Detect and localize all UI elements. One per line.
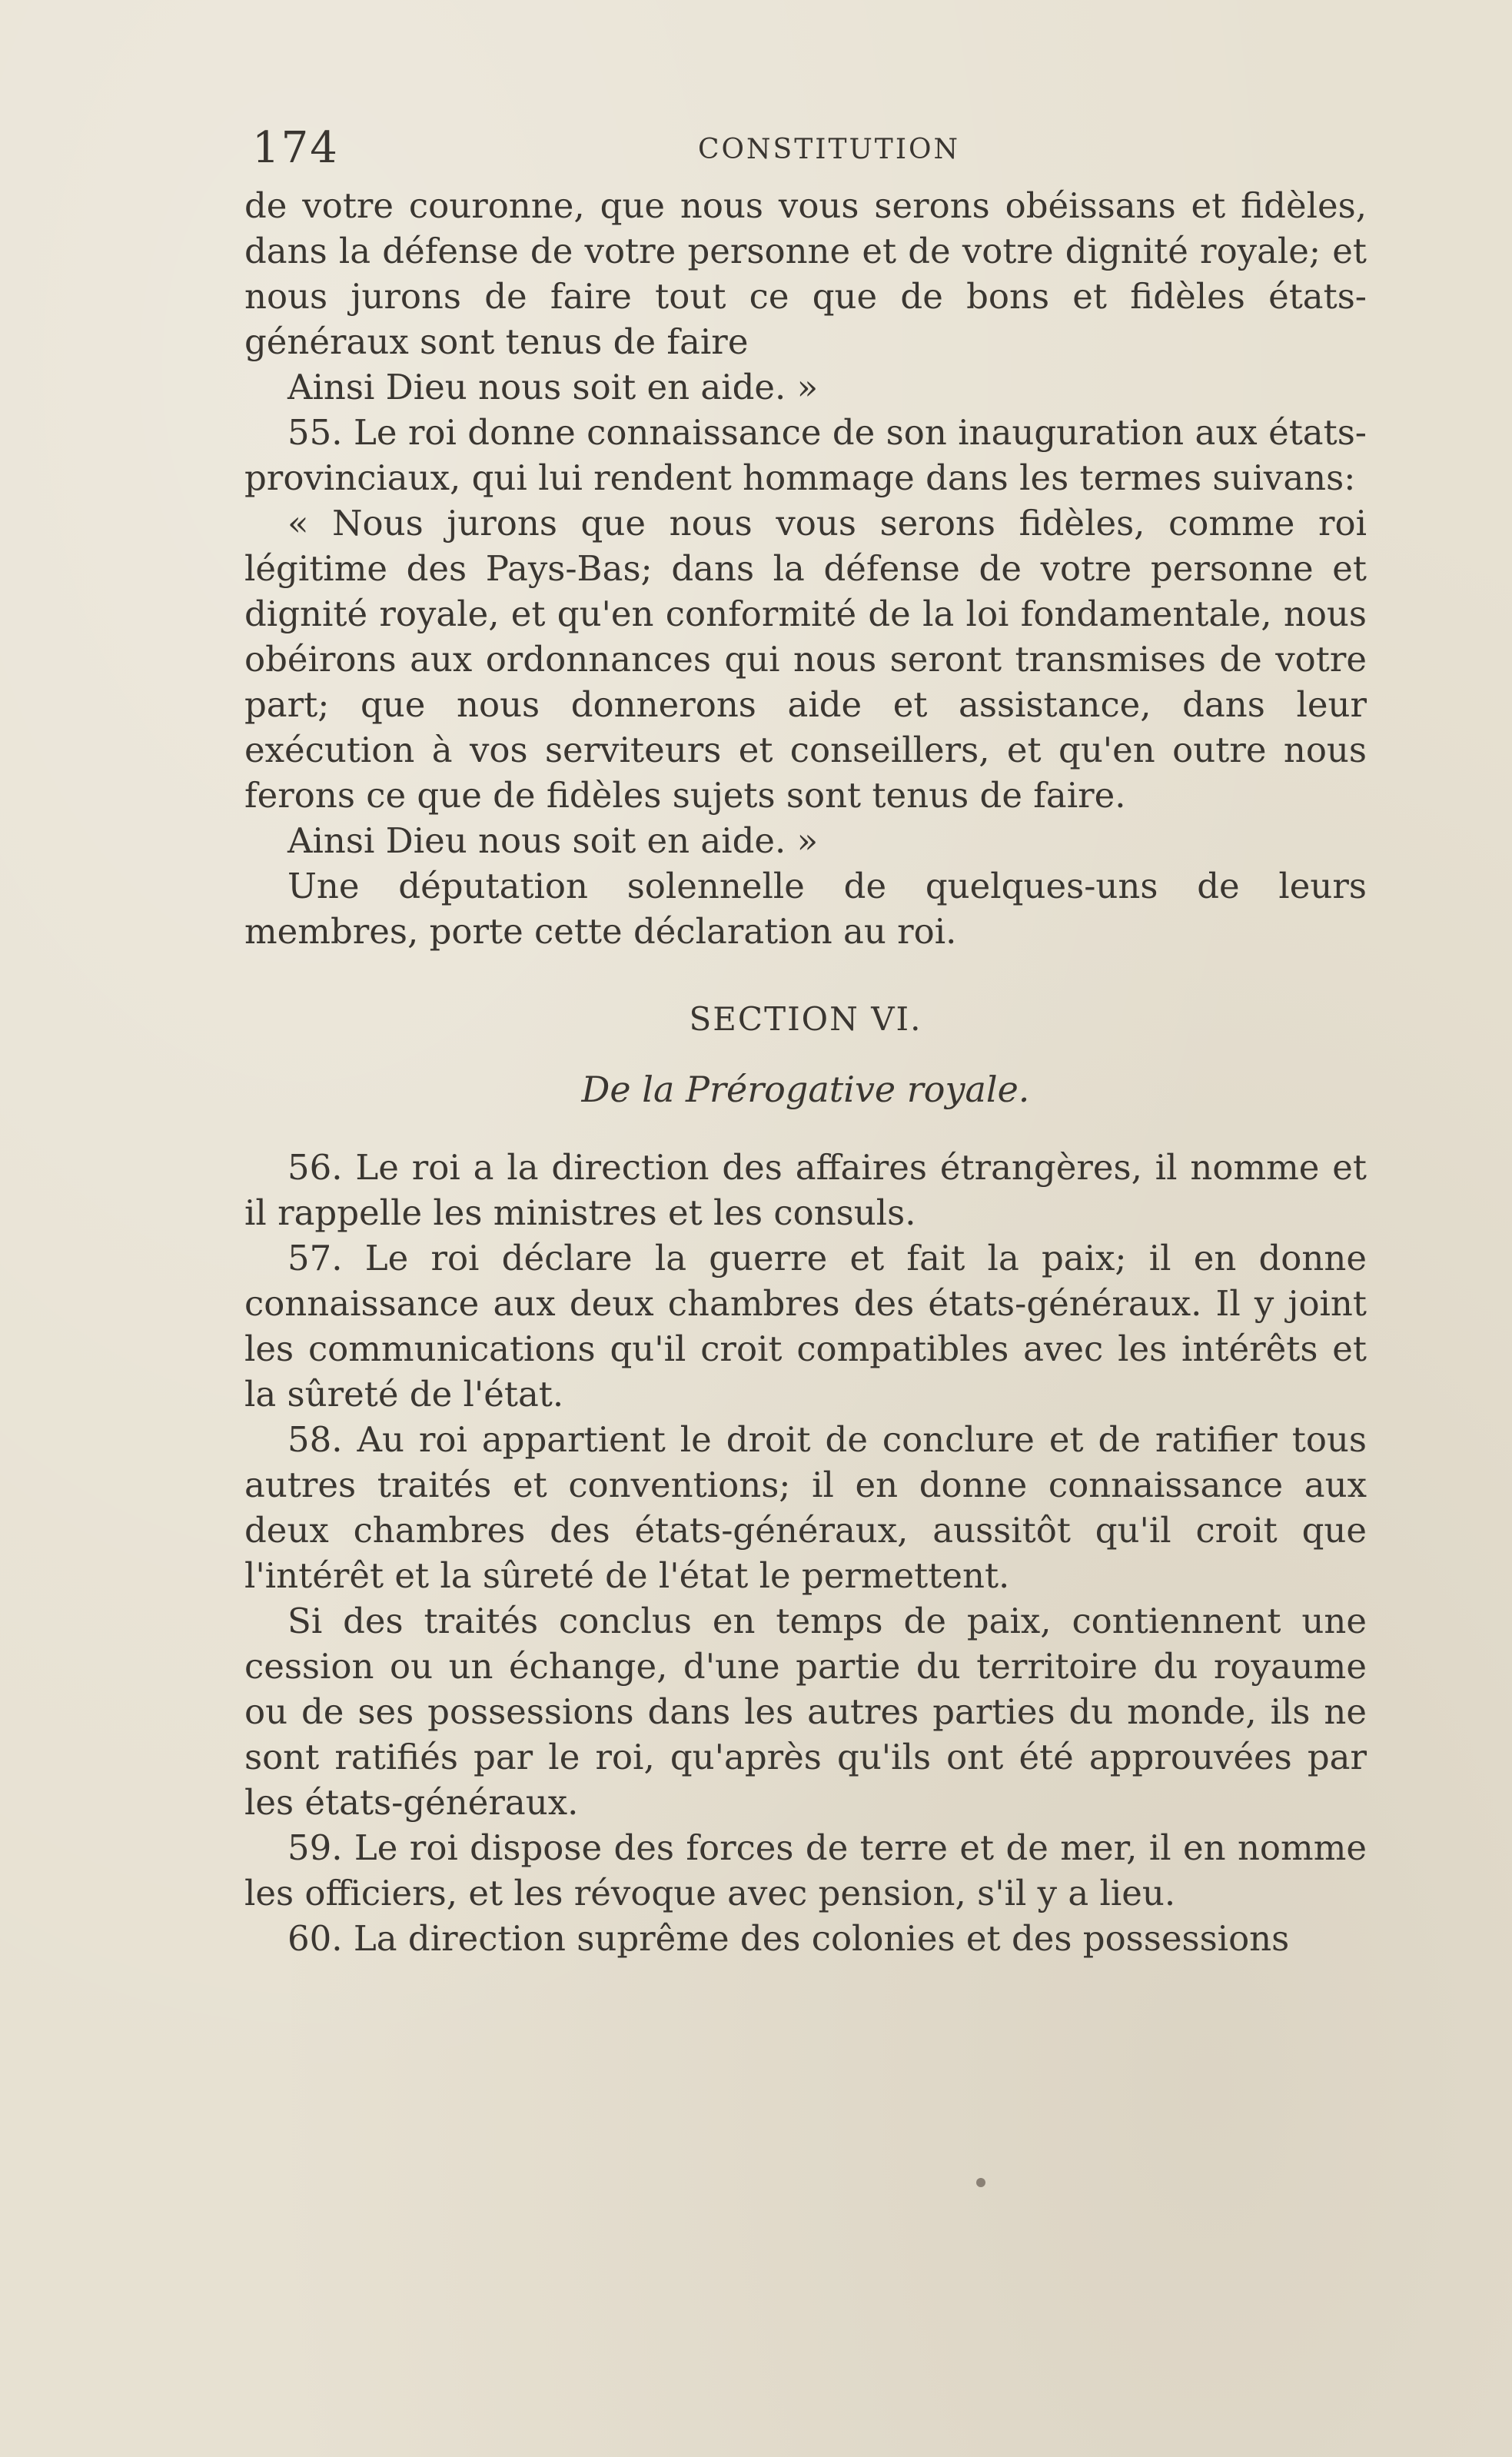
body-text-bottom <box>244 1145 1367 1961</box>
running-head <box>244 123 1367 177</box>
book-page <box>244 123 1367 1961</box>
paragraph-deputation: Une députation solennelle de quelques-uns de leurs membres, porte cette déclaration au roi. <box>244 866 1367 952</box>
paragraph-article-57: 57. Le roi déclare la guerre et fait la paix; il en donne connaissance aux deux chambres des états-généraux. Il y joint les communications qu'il croit compatibles avec les intérêts et la sûreté de l'état. <box>244 1238 1367 1415</box>
paragraph-article-56: 56. Le roi a la direction des affaires étrangères, il nomme et il rappelle les ministres et les consuls. <box>244 1147 1367 1233</box>
ink-speck <box>976 2178 985 2187</box>
running-title: CONSTITUTION <box>698 134 961 165</box>
body-text-top <box>244 183 1367 954</box>
paragraph-treaties: Si des traités conclus en temps de paix, contiennent une cession ou un échange, d'une partie du territoire du royaume ou de ses possessions dans les autres parties du monde, ils ne sont ratifiés par le roi, qu'après qu'ils ont été approuvées par les états-généraux. <box>244 1601 1367 1823</box>
paragraph-article-59: 59. Le roi dispose des forces de terre et de mer, il en nomme les officiers, et les révoque avec pension, s'il y a lieu. <box>244 1827 1367 1913</box>
paragraph-provincial-oath-closing: Ainsi Dieu nous soit en aide. » <box>287 820 819 861</box>
paragraph-oath-closing: Ainsi Dieu nous soit en aide. » <box>287 367 819 407</box>
section-heading: SECTION VI. <box>689 1000 922 1038</box>
section-subheading: De la Prérogative royale. <box>581 1069 1030 1110</box>
page-number: 174 <box>252 123 339 173</box>
paragraph-provincial-oath: « Nous jurons que nous vous serons fidèles, comme roi légitime des Pays-Bas; dans la défense de votre personne et dignité royale, et qu'en conformité de la loi fondamentale, nous obéirons aux ordonnances qui nous seront transmises de votre part; que nous donnerons aide et assistance, dans leur exécution à vos serviteurs et conseillers, et qu'en outre nous ferons ce que de fidèles sujets sont tenus de faire. <box>244 503 1367 816</box>
paragraph-oath-continuation: de votre couronne, que nous vous serons obéissans et fidèles, dans la défense de votre personne et de votre dignité royale; et nous jurons de faire tout ce que de bons et fidèles états-généraux sont tenus de faire <box>244 185 1367 362</box>
paragraph-article-60: 60. La direction suprême des colonies et des possessions <box>287 1918 1290 1959</box>
paragraph-article-55: 55. Le roi donne connaissance de son inauguration aux états-provinciaux, qui lui rendent hommage dans les termes suivans: <box>244 412 1367 498</box>
paragraph-article-58: 58. Au roi appartient le droit de conclure et de ratifier tous autres traités et conventions; il en donne connaissance aux deux chambres des états-généraux, aussitôt qu'il croit que l'intérêt et la sûreté de l'état le permettent. <box>244 1419 1367 1596</box>
